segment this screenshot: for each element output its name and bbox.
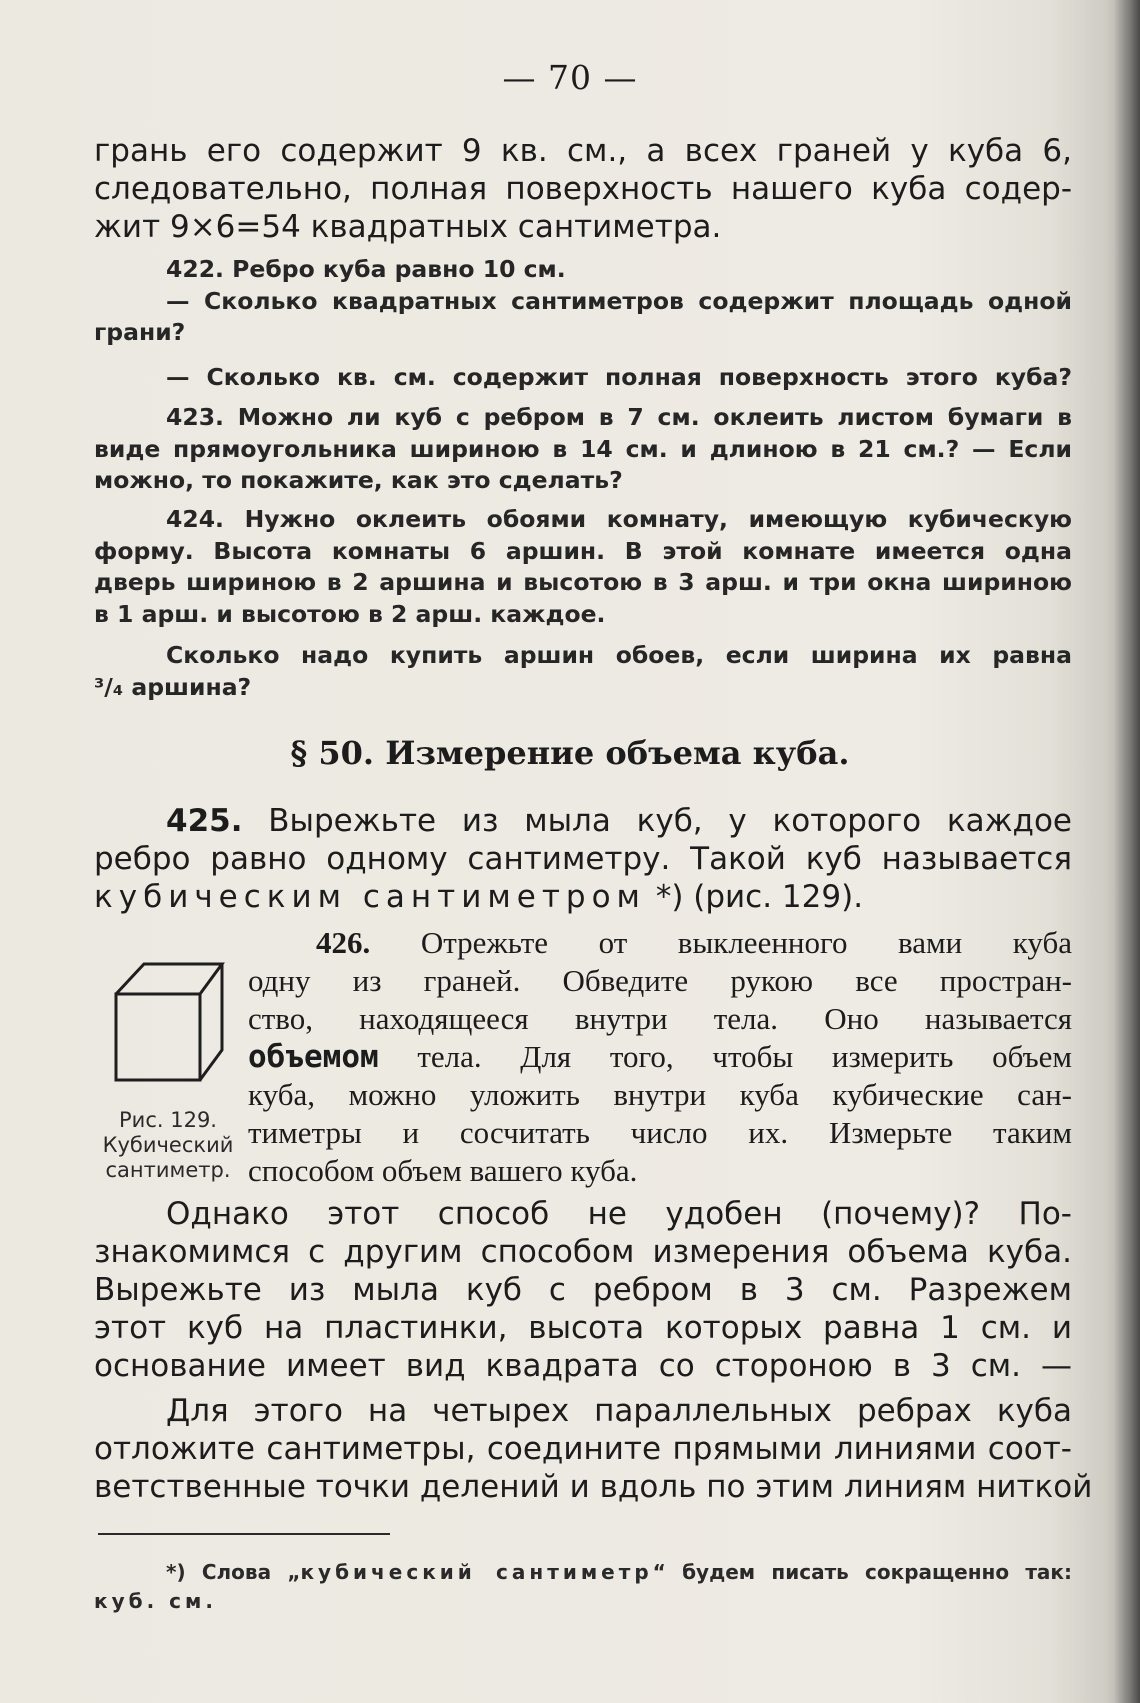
problem-text: тела. Для того, чтобы измерить объем [378, 1039, 1072, 1074]
paragraph-line: Вырежьте из мыла куб с ребром в 3 см. Разрежем [94, 1272, 1072, 1308]
problem-425 [94, 802, 1072, 916]
problem-426 [248, 924, 1072, 1190]
paragraph-line: ветственные точки делений и вдоль по этим линиям ниткой [94, 1469, 1093, 1505]
paragraph-cutting [94, 1392, 1093, 1506]
problem-422-q1: — Сколько квадратных сантиметров содержит площадь одной [166, 286, 1072, 315]
problem-text: Отрежьте от выклеенного вами куба [420, 925, 1072, 960]
paragraph-line: знакомимся с другим способом измерения объема куба. [94, 1234, 1072, 1270]
paragraph-line: Однако этот способ не удобен (почему)? По- [166, 1196, 1072, 1232]
problem-424-q-end: ³/₄ аршина? [94, 672, 252, 701]
problem-number: 424. [166, 505, 224, 533]
problem-426-line: одну из граней. Обведите рукою все простран- [248, 963, 1072, 998]
problem-number: 423. [166, 403, 224, 431]
problem-424-line: форму. Высота комнаты 6 аршин. В этой комнате имеется одна [94, 536, 1072, 565]
problem-426-line [248, 1038, 1072, 1076]
section-heading: § 50. Измерение объема куба. [290, 734, 850, 772]
term-volume: объемом [248, 1039, 379, 1075]
paragraph-line: этот куб на пластинки, высота которых равна 1 см. и [94, 1310, 1072, 1346]
intro-paragraph [94, 132, 1072, 246]
problem-425-line [94, 802, 1072, 840]
problem-425-line [94, 878, 1072, 916]
caption-line: сантиметр. [105, 1158, 231, 1182]
problem-423-line [94, 402, 1072, 434]
problem-423-line: виде прямоугольника шириною в 14 см. и длиною в 21 см.? — Если [94, 434, 1072, 463]
problem-number: 422. [166, 255, 224, 283]
problem-426-line: куба, можно уложить внутри куба кубические сан- [248, 1077, 1072, 1112]
caption-line: Рис. 129. [119, 1108, 217, 1132]
problem-424-line [94, 504, 1072, 536]
problem-text: Нужно оклеить обоями комнату, имеющую кубическую [244, 505, 1073, 533]
problem-424-question [94, 640, 1072, 703]
cube-front-face [116, 994, 200, 1080]
problem-424-line: дверь шириною в 2 аршина и высотою в 3 арш. и три окна шириною [94, 568, 1072, 596]
problem-424-q: Сколько надо купить аршин обоев, если ширина их равна [166, 641, 1072, 669]
page-number: — 70 — [502, 58, 638, 97]
problem-text: Ребро куба равно 10 см. [232, 255, 566, 283]
problem-425-line: ребро равно одному сантиметру. Такой куб называется [94, 841, 1072, 877]
caption-line: Кубический [102, 1133, 234, 1157]
problem-423 [94, 402, 1072, 497]
problem-number: 426. [316, 925, 371, 960]
footnote-line [94, 1558, 1072, 1587]
problem-426-line: тиметры и сосчитать число их. Измерьте таким [248, 1115, 1072, 1150]
cube-figure [110, 960, 226, 1084]
footnote [94, 1558, 1072, 1616]
problem-number: 425. [166, 803, 243, 839]
problem-426-line [248, 924, 1072, 962]
problem-423-line: можно, то покажите, как это сделать? [94, 466, 623, 494]
problem-422-line [94, 254, 1072, 286]
footnote-rule [98, 1533, 390, 1535]
problem-426-line: ство, находящееся внутри тела. Оно называется [248, 1001, 1072, 1036]
footnote-text: “ будем писать сокращенно так: [652, 1560, 1073, 1584]
problem-424 [94, 504, 1072, 630]
paragraph-line: основание имеет вид квадрата со стороною в 3 см. — [94, 1348, 1072, 1384]
footnote-text: *) Слова „ [166, 1560, 301, 1584]
footnote-term: кубический сантиметр [300, 1560, 653, 1584]
paragraph-line: отложите сантиметры, соедините прямыми линиями соот- [94, 1431, 1072, 1467]
problem-426-line: способом объем вашего куба. [248, 1153, 638, 1188]
problem-422-q2: — Сколько кв. см. содержит полная поверхность этого куба? [166, 363, 1072, 391]
figure-caption [94, 1108, 242, 1183]
page-edge-shadow [1114, 0, 1140, 1703]
term-cubic-centimeter: кубическим сантиметром [94, 879, 646, 915]
paragraph-line: Для этого на четырех параллельных ребрах куба [166, 1393, 1072, 1429]
cube-top-face [116, 964, 222, 994]
problem-424-line: в 1 арш. и высотою в 2 арш. каждое. [94, 599, 606, 628]
problem-422-q1-end: грани? [94, 318, 186, 346]
intro-line: следовательно, полная поверхность нашего куба содер- [94, 171, 1072, 207]
intro-line: жит 9×6=54 квадратных сантиметра. [94, 209, 722, 245]
intro-line: грань его содержит 9 кв. см., а всех граней у куба 6, [94, 133, 1072, 169]
problem-text: Вырежьте из мыла куб, у которого каждое [268, 803, 1072, 839]
problem-422 [94, 254, 1072, 349]
problem-422-q2-block [94, 362, 1072, 394]
footnote-line: куб. см. [94, 1589, 217, 1613]
paragraph-method [94, 1195, 1072, 1385]
problem-text: Можно ли куб с ребром в 7 см. оклеить листом бумаги в [237, 403, 1073, 431]
problem-text: *) (рис. 129). [655, 879, 864, 915]
